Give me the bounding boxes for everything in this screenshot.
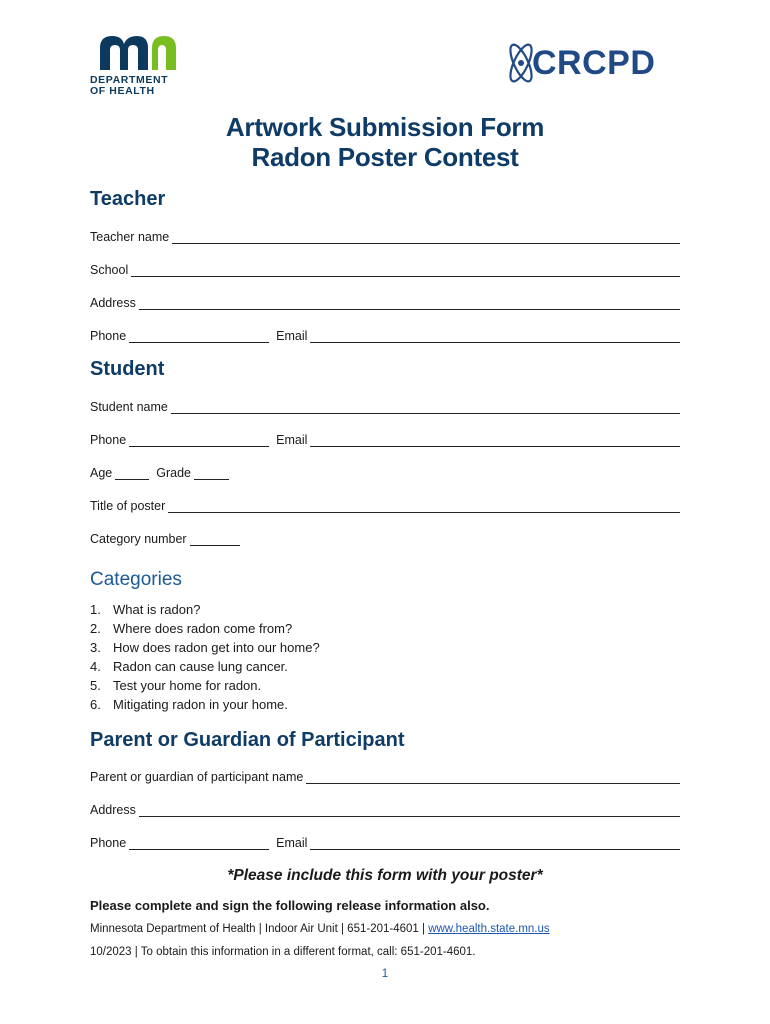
parent-heading: Parent or Guardian of Participant [90,729,405,751]
crcpd-wordmark: CRCPD [532,44,656,82]
school-label: School [90,263,129,277]
mdh-line2: OF HEALTH [90,85,155,97]
include-form-note: *Please include this form with your poster* [227,867,543,884]
parent-address-row [90,799,680,817]
category-number-field[interactable] [190,531,240,546]
list-item: 3. How does radon get into our home? [90,640,320,655]
mdh-line1: DEPARTMENT [90,74,169,86]
parent-email-field[interactable] [310,835,680,850]
teacher-email-label: Email [276,329,308,343]
parent-phone-label: Phone [90,836,127,850]
teacher-name-row [90,226,680,244]
parent-name-label: Parent or guardian of participant name [90,770,304,784]
age-label: Age [90,466,113,480]
form-title: Artwork Submission Form [225,112,545,142]
student-phone-field[interactable] [129,432,269,447]
grade-field[interactable] [194,465,229,480]
category-number-label: Category number [90,532,187,546]
school-row [90,259,680,277]
student-name-row [90,396,680,414]
teacher-address-label: Address [90,296,136,310]
category-number-row [90,528,680,546]
crcpd-logo [504,38,674,88]
mn-logo-mark [96,34,178,70]
poster-title-field[interactable] [168,498,680,513]
teacher-address-row [90,292,680,310]
teacher-address-field[interactable] [139,295,680,310]
student-name-field[interactable] [171,399,680,414]
list-item: 2. Where does radon come from? [90,621,293,636]
teacher-phone-label: Phone [90,329,127,343]
health-website-link[interactable]: www.health.state.mn.us [428,923,550,935]
student-email-field[interactable] [310,432,680,447]
mdh-logo [90,34,190,98]
parent-name-field[interactable] [306,769,680,784]
parent-address-label: Address [90,803,136,817]
mdh-wordmark [90,75,168,97]
parent-phone-field[interactable] [129,835,269,850]
footer-contact-text: Minnesota Department of Health | Indoor Air Unit | 651-201-4601 | [90,923,429,935]
teacher-name-label: Teacher name [90,230,170,244]
school-field[interactable] [131,262,680,277]
grade-label: Grade [156,466,191,480]
teacher-email-field[interactable] [310,328,680,343]
student-contact-row [90,429,680,447]
student-heading: Student [90,358,165,380]
parent-contact-row [90,832,680,850]
parent-address-field[interactable] [139,802,680,817]
footer-contact [90,923,550,935]
list-item: 5. Test your home for radon. [90,678,262,693]
teacher-contact-row [90,325,680,343]
form-subtitle: Radon Poster Contest [251,142,519,172]
list-item: 6. Mitigating radon in your home. [90,697,288,712]
list-item: 1. What is radon? [90,602,201,617]
release-instruction: Please complete and sign the following release information also. [90,898,490,913]
page-number: 1 [381,968,389,980]
student-name-label: Student name [90,400,168,414]
age-field[interactable] [115,465,149,480]
teacher-name-field[interactable] [172,229,680,244]
footer-format-note: 10/2023 | To obtain this information in a different format, call: 651-201-4601. [90,946,476,958]
parent-name-row [90,766,680,784]
poster-title-row [90,495,680,513]
categories-list [90,600,320,714]
parent-email-label: Email [276,836,308,850]
categories-heading: Categories [90,569,182,590]
poster-title-label: Title of poster [90,499,166,513]
student-phone-label: Phone [90,433,127,447]
teacher-heading: Teacher [90,188,166,210]
age-grade-row [90,462,680,480]
list-item: 4. Radon can cause lung cancer. [90,659,288,674]
student-email-label: Email [276,433,308,447]
teacher-phone-field[interactable] [129,328,269,343]
